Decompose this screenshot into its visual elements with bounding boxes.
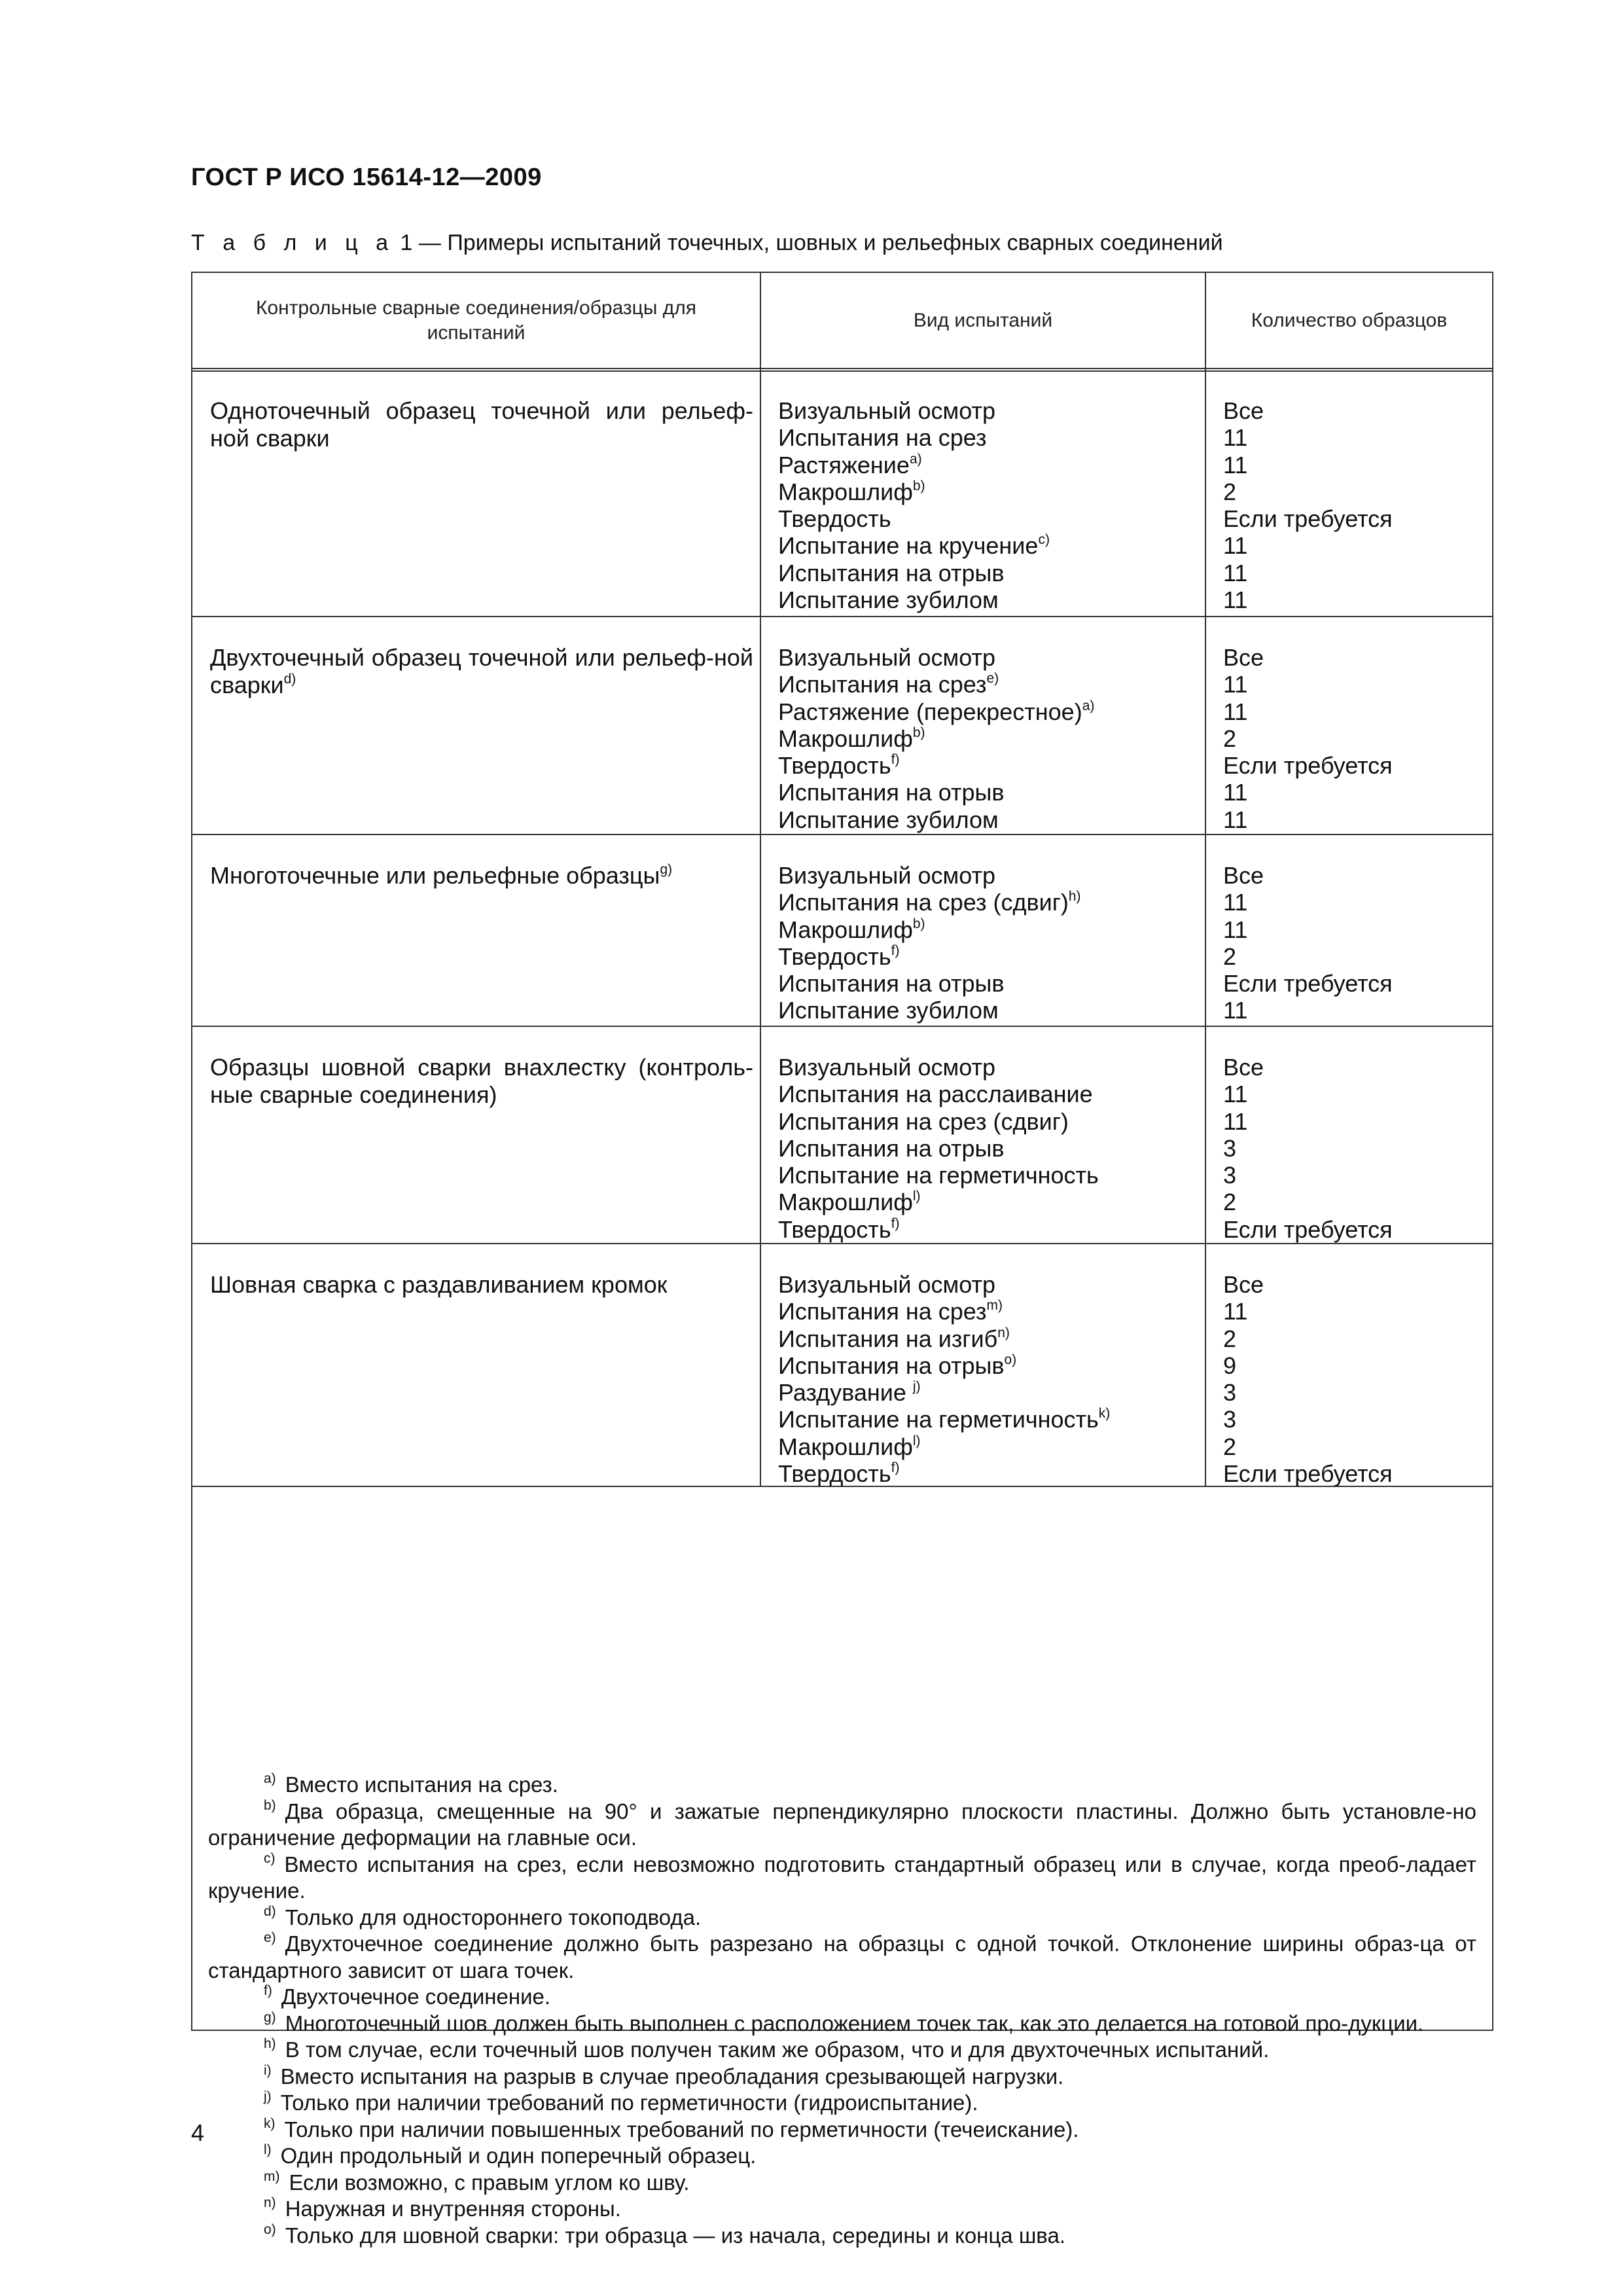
row-divider (192, 1026, 1492, 1027)
footnote-mark: c) (264, 1850, 276, 1866)
footnote-text: Только при наличии требований по герметичности (гидроиспытание). (280, 2090, 978, 2115)
quantity-value: 11 (1223, 1107, 1248, 1135)
quantity-value: Все (1223, 1271, 1264, 1298)
test-type-item (778, 1325, 1197, 1352)
footnote-mark: b) (264, 1797, 276, 1813)
quantity-value: 11 (1223, 997, 1248, 1024)
test-types-cell (778, 1271, 1197, 1487)
table-caption-number: 1 (400, 230, 413, 255)
test-type-item (778, 424, 1197, 451)
test-type-name: Испытания на расслаивание (778, 1081, 1093, 1108)
test-type-item (778, 752, 1197, 779)
test-type-item (778, 862, 1197, 889)
test-type-name: Макрошлиф (778, 916, 913, 943)
footnote-item (208, 2037, 1476, 2064)
footnote-ref: b) (912, 725, 925, 740)
footnote-item (208, 1984, 1476, 2011)
test-type-item (778, 505, 1197, 532)
test-type-item (778, 671, 1197, 698)
quantity-cell (1223, 397, 1485, 613)
test-type-item (778, 452, 1197, 478)
test-type-item (778, 1406, 1197, 1433)
footnote-mark: d) (264, 1903, 276, 1919)
specimen-text: Шовная сварка с раздавливанием кромок (210, 1271, 668, 1298)
test-type-item (778, 1216, 1197, 1243)
test-type-name: Испытания на срез (778, 671, 987, 698)
footnote-ref: f) (891, 1215, 900, 1231)
test-type-name: Испытания на срез (сдвиг) (778, 1107, 1069, 1135)
footnote-item (208, 2117, 1476, 2144)
test-type-item (778, 779, 1197, 806)
quantity-value: 3 (1223, 1162, 1237, 1189)
quantity-cell (1223, 862, 1485, 1024)
table-caption-label: Т а б л и ц а (191, 230, 395, 255)
test-type-item (778, 698, 1197, 725)
test-type-name: Макрошлиф (778, 478, 913, 505)
test-type-name: Испытание зубилом (778, 586, 999, 614)
test-type-name: Твердость (778, 1215, 891, 1243)
test-type-name: Раздувание (778, 1379, 913, 1407)
specimen-cell (210, 1054, 753, 1109)
footnote-ref: b) (912, 916, 925, 931)
specimen-cell (210, 644, 753, 699)
test-type-name: Визуальный осмотр (778, 1271, 995, 1298)
footnote-item (208, 1799, 1476, 1852)
quantity-value: 3 (1223, 1379, 1237, 1407)
test-type-name: Твердость (778, 752, 891, 780)
quantity-value: 11 (1223, 806, 1248, 833)
footnote-ref: h) (1068, 889, 1081, 905)
footnote-ref: a) (909, 451, 922, 467)
test-type-name: Испытания на срез (сдвиг) (778, 889, 1069, 916)
footnote-text: Только для одностороннего токоподвода. (285, 1905, 702, 1929)
test-type-name: Макрошлиф (778, 725, 913, 752)
footnote-item (208, 1772, 1476, 1799)
test-type-item (778, 1271, 1197, 1298)
footnote-mark: o) (264, 2221, 276, 2237)
row-divider (192, 834, 1492, 835)
footnote-text: Вместо испытания на разрыв в случае преобладания срезывающей нагрузки. (280, 2064, 1064, 2089)
column-header-test-type: Вид испытаний (913, 309, 1053, 331)
table-footnotes (208, 1772, 1476, 2249)
quantity-value: 3 (1223, 1134, 1237, 1162)
test-type-name: Испытания на отрыв (778, 559, 1005, 586)
footnote-ref: b) (912, 478, 925, 493)
quantity-value: 2 (1223, 942, 1237, 970)
footnote-ref: f) (891, 752, 900, 768)
test-type-item (778, 1433, 1197, 1460)
test-type-name: Испытание на кручение (778, 532, 1039, 560)
test-type-item (778, 997, 1197, 1024)
footnote-ref: j) (912, 1379, 921, 1395)
quantity-value: 11 (1223, 916, 1248, 943)
tests-table (191, 272, 1493, 2248)
footnote-text: Вместо испытания на срез, если невозможно подготовить стандартный образец или в случае, когда преоб-ладает кручение. (208, 1852, 1476, 1903)
quantity-value: Все (1223, 644, 1264, 671)
footnote-ref: a) (1082, 698, 1095, 713)
test-type-item (778, 1162, 1197, 1189)
footnote-ref: f) (891, 1460, 900, 1476)
column-header-quantity: Количество образцов (1251, 309, 1448, 331)
test-types-cell (778, 644, 1197, 833)
footnote-ref: d) (283, 672, 296, 687)
specimen-cell (210, 862, 753, 889)
test-type-item (778, 889, 1197, 916)
test-type-item (778, 1189, 1197, 1215)
footnote-text: Если возможно, с правым углом ко шву. (289, 2170, 690, 2195)
footnote-item (208, 2143, 1476, 2170)
quantity-cell (1223, 644, 1485, 833)
specimen-text: Многоточечные или рельефные образцы (210, 862, 660, 889)
quantity-value: 11 (1223, 1081, 1248, 1108)
table-caption-text: — Примеры испытаний точечных, шовных и рельефных сварных соединений (418, 230, 1223, 255)
test-type-name: Твердость (778, 505, 891, 533)
footnote-item (208, 1931, 1476, 1984)
test-type-name: Макрошлиф (778, 1433, 913, 1460)
footnote-item (208, 2196, 1476, 2223)
quantity-value: Если требуется (1223, 1460, 1393, 1488)
test-types-cell (778, 1054, 1197, 1243)
test-type-name: Твердость (778, 1460, 891, 1488)
test-type-item (778, 1460, 1197, 1487)
test-type-item (778, 1054, 1197, 1081)
test-type-name: Испытания на отрыв (778, 779, 1005, 806)
test-type-item (778, 1135, 1197, 1162)
footnote-mark: j) (264, 2089, 272, 2104)
test-type-name: Испытание зубилом (778, 997, 999, 1024)
quantity-value: 11 (1223, 698, 1248, 725)
footnote-ref: g) (660, 862, 673, 877)
specimen-cell (210, 397, 753, 452)
footnote-text: Только при наличии повышенных требований по герметичности (течеискание). (284, 2117, 1079, 2142)
quantity-value: 2 (1223, 1433, 1237, 1460)
test-type-name: Испытания на отрыв (778, 970, 1005, 997)
footnote-text: Наружная и внутренняя стороны. (285, 2197, 621, 2221)
footnote-item (208, 1852, 1476, 1905)
quantity-value: Если требуется (1223, 970, 1393, 997)
test-type-item (778, 1352, 1197, 1379)
footnote-text: Один продольный и один поперечный образец. (280, 2144, 757, 2168)
footnote-mark: n) (264, 2195, 276, 2210)
test-type-item (778, 970, 1197, 997)
footnote-item (208, 2011, 1476, 2037)
quantity-cell (1223, 1271, 1485, 1487)
test-type-name: Твердость (778, 942, 891, 970)
test-type-item (778, 725, 1197, 752)
footnote-ref: o) (1004, 1352, 1017, 1367)
test-type-name: Визуальный осмотр (778, 1054, 995, 1081)
quantity-value: 2 (1223, 1189, 1237, 1216)
footnote-ref: f) (891, 942, 900, 958)
test-type-item (778, 1298, 1197, 1325)
quantity-value: 11 (1223, 671, 1248, 698)
quantity-value: 11 (1223, 1298, 1248, 1325)
test-type-name: Испытания на срез (778, 1298, 987, 1325)
quantity-value: 2 (1223, 1325, 1237, 1352)
test-type-item (778, 478, 1197, 505)
test-type-item (778, 532, 1197, 559)
footnote-text: Двухточечное соединение должно быть разрезано на образцы с одной точкой. Отклонение ширины образ-ца от стандартного зависит от шага точек. (208, 1931, 1476, 1982)
row-divider (192, 1243, 1492, 1244)
column-header-specimens: Контрольные сварные соединения/образцы для испытаний (255, 296, 697, 344)
footnote-mark: h) (264, 2036, 276, 2051)
footnote-item (208, 2090, 1476, 2117)
table-caption (191, 230, 1223, 256)
quantity-value: Все (1223, 397, 1264, 424)
column-divider (760, 273, 761, 1487)
footnote-mark: k) (264, 2115, 276, 2131)
footnote-text: Многоточечный шов должен быть выполнен с расположением точек так, как это делается на готовой про-дукции. (285, 2011, 1424, 2036)
row-divider (192, 616, 1492, 617)
test-type-name: Испытания на срез (778, 424, 987, 452)
quantity-value: 11 (1223, 779, 1248, 806)
footnote-mark: l) (264, 2142, 272, 2157)
test-types-cell (778, 397, 1197, 613)
document-code-header: ГОСТ Р ИСО 15614-12—2009 (191, 164, 542, 191)
test-type-name: Растяжение (перекрестное) (778, 698, 1082, 725)
footnote-mark: f) (264, 1983, 272, 1998)
test-type-item (778, 397, 1197, 424)
footnote-item (208, 2170, 1476, 2197)
footnote-text: Двухточечное соединение. (281, 1984, 551, 2009)
quantity-value: 11 (1223, 586, 1248, 614)
footnote-item (208, 2064, 1476, 2090)
quantity-value: 11 (1223, 559, 1248, 586)
header-divider (192, 368, 1492, 372)
footnote-ref: c) (1038, 532, 1050, 548)
quantity-value: 11 (1223, 424, 1248, 452)
test-type-item (778, 916, 1197, 943)
test-type-item (778, 1379, 1197, 1406)
footnote-text: Два образца, смещенные на 90° и зажатые перпендикулярно плоскости пластины. Должно быть установле-но ограничение деформации на главные оси. (208, 1799, 1476, 1850)
test-type-item (778, 560, 1197, 586)
footnote-ref: l) (912, 1189, 921, 1204)
quantity-value: Если требуется (1223, 505, 1393, 533)
test-type-item (778, 586, 1197, 613)
footnote-text: В том случае, если точечный шов получен таким же образом, что и для двухточечных испытаний. (285, 2037, 1270, 2062)
test-type-item (778, 943, 1197, 970)
footnote-mark: a) (264, 1771, 276, 1786)
quantity-value: 3 (1223, 1406, 1237, 1433)
footnote-mark: g) (264, 2009, 276, 2025)
test-type-name: Испытание на герметичность (778, 1162, 1099, 1189)
quantity-value: Все (1223, 862, 1264, 889)
test-type-name: Испытания на изгиб (778, 1325, 998, 1352)
footnote-ref: e) (986, 671, 999, 687)
test-type-name: Испытание на герметичность (778, 1406, 1099, 1433)
quantity-value: 9 (1223, 1352, 1237, 1379)
quantity-value: 11 (1223, 532, 1248, 560)
test-type-name: Испытания на отрыв (778, 1352, 1005, 1379)
test-type-name: Растяжение (778, 451, 910, 478)
footnote-item (208, 1905, 1476, 1931)
footnote-item (208, 2223, 1476, 2250)
page-number: 4 (191, 2119, 205, 2146)
quantity-value: Все (1223, 1054, 1264, 1081)
test-type-name: Визуальный осмотр (778, 862, 995, 889)
specimen-text: Одноточечный образец точечной или рельеф-ной сварки (210, 397, 753, 452)
footnote-ref: n) (997, 1325, 1010, 1340)
test-type-name: Визуальный осмотр (778, 397, 995, 424)
test-type-item (778, 1081, 1197, 1107)
test-type-item (778, 806, 1197, 833)
column-divider (1205, 273, 1206, 1487)
test-type-name: Визуальный осмотр (778, 644, 995, 671)
footnote-mark: e) (264, 1930, 276, 1945)
footnote-mark: i) (264, 2062, 272, 2078)
footnote-text: Только для шовной сварки: три образца — из начала, середины и конца шва. (285, 2223, 1065, 2248)
specimen-cell (210, 1271, 753, 1299)
test-type-name: Макрошлиф (778, 1189, 913, 1216)
test-type-name: Испытания на отрыв (778, 1134, 1005, 1162)
footnote-mark: m) (264, 2168, 280, 2184)
footnote-ref: k) (1098, 1406, 1111, 1422)
footnote-ref: m) (986, 1298, 1003, 1314)
specimen-text: Двухточечный образец точечной или рельеф-ной сварки (210, 644, 753, 698)
test-types-cell (778, 862, 1197, 1024)
quantity-value: 2 (1223, 478, 1237, 505)
quantity-value: 2 (1223, 725, 1237, 752)
test-type-name: Испытание зубилом (778, 806, 999, 833)
test-type-item (778, 1108, 1197, 1135)
footnote-ref: l) (912, 1433, 921, 1448)
quantity-value: Если требуется (1223, 752, 1393, 780)
quantity-cell (1223, 1054, 1485, 1243)
quantity-value: Если требуется (1223, 1215, 1393, 1243)
specimen-text: Образцы шовной сварки внахлестку (контроль-ные сварные соединения) (210, 1054, 753, 1108)
quantity-value: 11 (1223, 451, 1248, 478)
footnote-text: Вместо испытания на срез. (285, 1772, 558, 1797)
test-type-item (778, 644, 1197, 671)
quantity-value: 11 (1223, 889, 1248, 916)
